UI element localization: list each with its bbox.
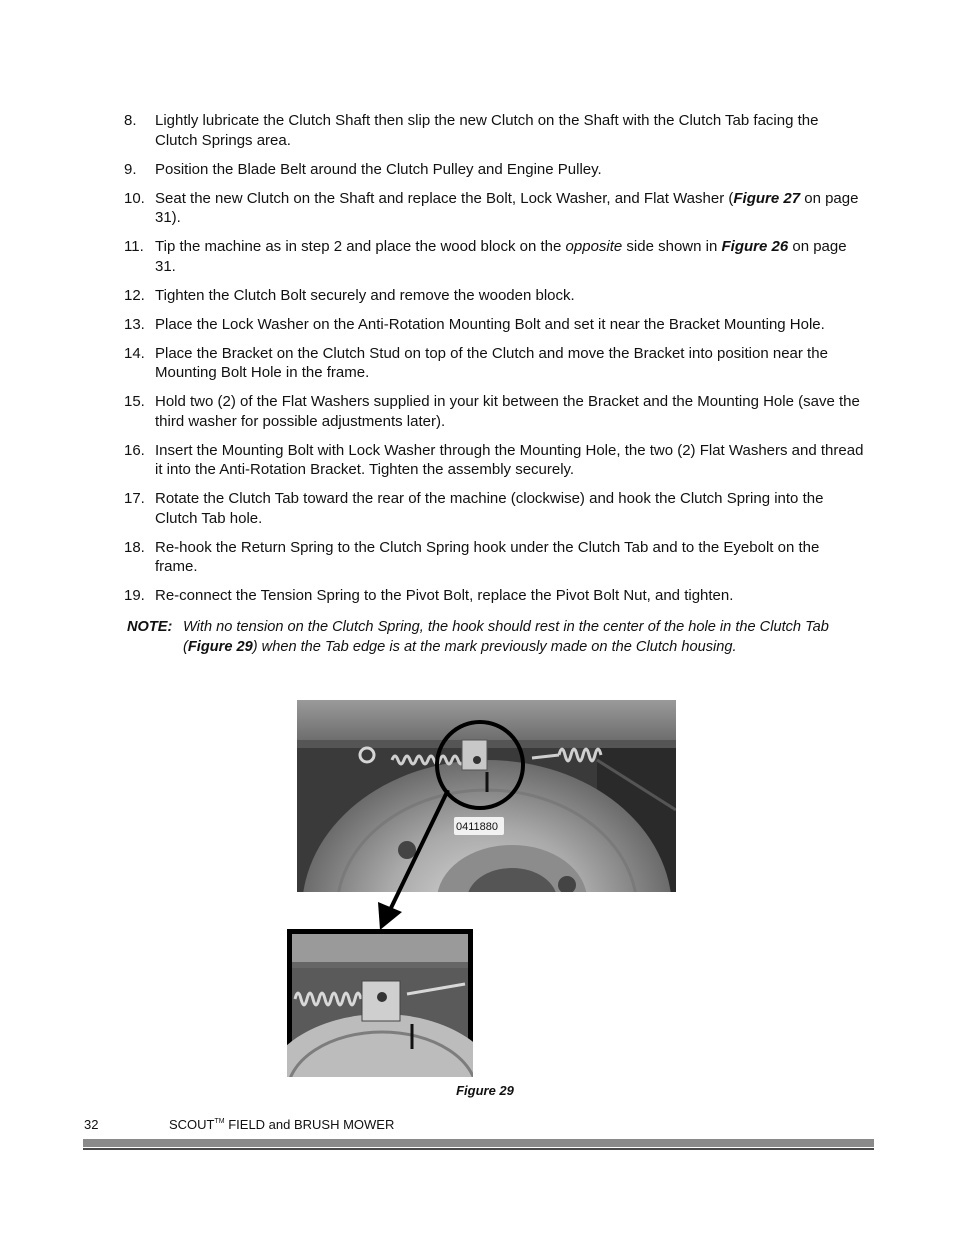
text-run: Place the Bracket on the Clutch Stud on top of the Clutch and move the Bracket into position near the Mounting Bolt Hole in the frame. — [155, 344, 828, 381]
instruction-step — [124, 160, 864, 180]
step-number: 9. — [124, 160, 137, 178]
instruction-step — [124, 344, 864, 383]
text-run: on page 31. — [155, 238, 847, 275]
footer-title — [169, 1117, 394, 1132]
text-run: Figure 27 — [733, 189, 801, 207]
instruction-step — [124, 586, 864, 606]
step-text — [155, 316, 825, 333]
step-text — [155, 112, 818, 149]
text-run: Position the Blade Belt around the Clutch Pulley and Engine Pulley. — [155, 160, 602, 178]
footer-title-suffix: FIELD and BRUSH MOWER — [224, 1117, 395, 1132]
instruction-step — [124, 237, 864, 276]
step-text — [155, 442, 863, 479]
step-number: 15. — [124, 393, 145, 410]
step-text — [155, 161, 602, 178]
figure-caption: Figure 29 — [456, 1083, 514, 1098]
footer-rule-thick — [83, 1139, 874, 1147]
instruction-step — [124, 489, 864, 528]
step-number: 8. — [124, 112, 137, 129]
step-number: 12. — [124, 286, 145, 304]
instruction-step — [124, 441, 864, 480]
step-text — [155, 287, 575, 304]
text-run: Seat the new Clutch on the Shaft and replace the Bolt, Lock Washer, and Flat Washer ( — [155, 189, 734, 207]
trademark-symbol: TM — [214, 1118, 225, 1125]
clutch-tab-closeup-photo — [287, 929, 473, 1077]
text-run: Rotate the Clutch Tab toward the rear of the machine (clockwise) and hook the Clutch Spring into the Clutch Tab hole. — [155, 490, 824, 527]
step-number: 17. — [124, 490, 145, 507]
note-label: NOTE: — [127, 619, 173, 635]
instruction-step — [124, 315, 864, 335]
instruction-step — [124, 286, 864, 306]
clutch-assembly-photo — [297, 700, 676, 892]
step-number: 18. — [124, 538, 145, 556]
instruction-step — [124, 538, 864, 577]
instruction-step — [124, 392, 864, 431]
text-run: Place the Lock Washer on the Anti-Rotation Mounting Bolt and set it near the Bracket Mounting Hole. — [155, 315, 825, 333]
pointer-arrow — [370, 790, 480, 930]
text-run: on page 31). — [155, 189, 859, 226]
instruction-step — [124, 111, 864, 150]
instruction-steps — [124, 111, 864, 615]
step-text — [155, 238, 847, 275]
note-block — [127, 618, 867, 657]
text-run: Re-connect the Tension Spring to the Pivot Bolt, replace the Pivot Bolt Nut, and tighten. — [155, 587, 734, 604]
instruction-step — [124, 189, 864, 228]
text-run: Tip the machine as in step 2 and place the wood block on the — [155, 238, 566, 255]
step-text — [155, 490, 823, 527]
text-run: Tighten the Clutch Bolt securely and remove the wooden block. — [155, 286, 575, 304]
step-number: 13. — [124, 315, 145, 333]
page-number: 32 — [84, 1117, 99, 1132]
text-run: opposite — [565, 238, 623, 255]
step-number: 19. — [124, 587, 145, 604]
text-run: Figure 26 — [721, 238, 789, 255]
step-text — [155, 587, 733, 604]
text-run: With no tension on the Clutch Spring, the hook should rest in the center of the hole in the Clutch Tab ( — [183, 619, 829, 655]
text-run: Lightly lubricate the Clutch Shaft then slip the new Clutch on the Shaft with the Clutch Tab facing the Clutch Springs area. — [155, 112, 819, 149]
text-run: Re-hook the Return Spring to the Clutch Spring hook under the Clutch Tab and to the Eyebolt on the frame. — [155, 538, 820, 575]
step-text — [155, 345, 828, 382]
step-text — [155, 190, 858, 227]
step-number: 10. — [124, 189, 145, 207]
note-text — [127, 618, 867, 657]
footer-rule-thin — [83, 1148, 874, 1150]
text-run: Figure 29 — [187, 638, 253, 655]
part-number-label: 0411880 — [456, 821, 499, 833]
text-run: Insert the Mounting Bolt with Lock Washer through the Mounting Hole, the two (2) Flat Washers and thread it into the Anti-Rotation Bracket. Tighten the assembly securely. — [155, 441, 864, 478]
text-run: side shown in — [622, 238, 722, 255]
text-run: Hold two (2) of the Flat Washers supplied in your kit between the Bracket and the Mounting Hole (save the third washer for possible adjustments later). — [155, 393, 860, 430]
text-run: ) when the Tab edge is at the mark previously made on the Clutch housing. — [252, 638, 737, 655]
step-text — [155, 393, 860, 430]
footer-title-prefix: SCOUT — [169, 1117, 215, 1132]
step-number: 11. — [124, 238, 144, 255]
step-number: 16. — [124, 441, 145, 459]
step-text — [155, 539, 819, 576]
step-number: 14. — [124, 344, 145, 362]
